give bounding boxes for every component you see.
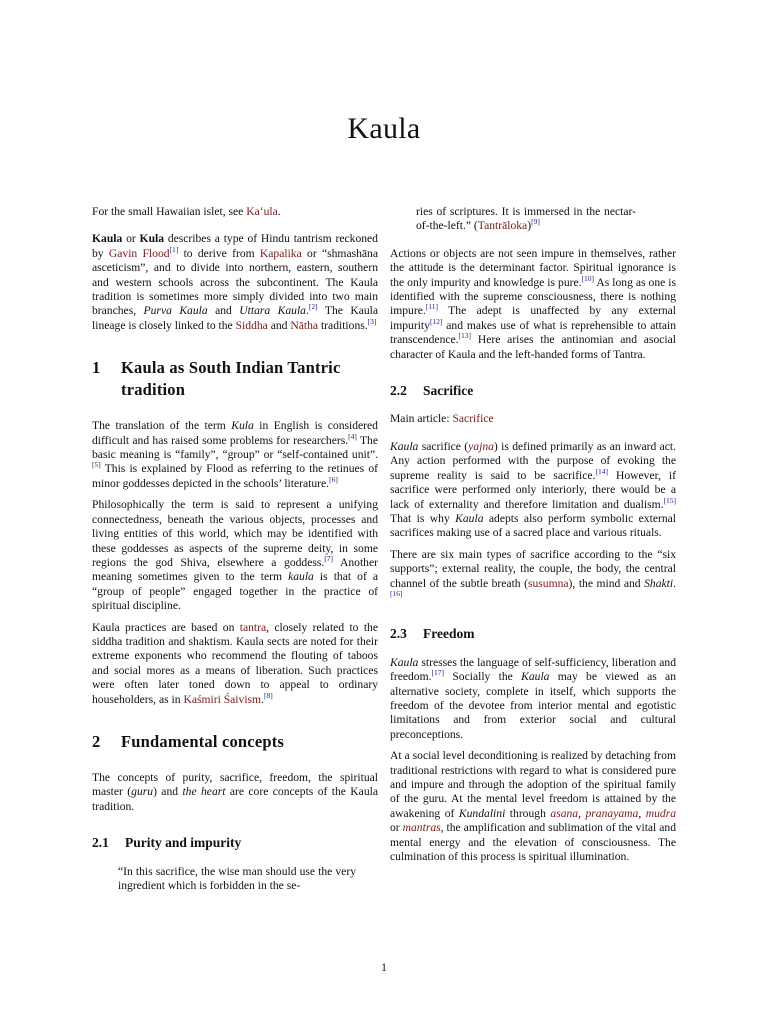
ref-10[interactable]: [10] xyxy=(581,273,595,283)
link-kasmiri-saivism[interactable]: Kaśmiri Śaivism xyxy=(183,692,262,706)
page-number: 1 xyxy=(381,960,387,974)
section-2-3-paragraph-1: Kaula stresses the language of self-sufficiency, liberation and freedom.[17] Socially the Kaula may be viewed as an alternative society, complete in itself, which supports the freedom of the devotee from interior mental and egotistic limitations and from exterior social and cultural preconceptions. xyxy=(390,655,677,741)
link-mantras[interactable]: mantras xyxy=(402,821,441,835)
link-tantraloka[interactable]: Tantrāloka xyxy=(477,219,528,233)
section-1-paragraph-2: Philosophically the term is said to represent a unifying connectedness, beneath the various objects, processes and living entities of this world, which may be identified with these goddesses as aspects of the supreme deity, in some regions the god Shiva, elsewhere a goddess.[7] Another meaning sometimes given to the term kaula is that of a “group of people” engaged together in the practice of spiritual discipline. xyxy=(92,498,379,613)
link-kapalika[interactable]: Kapalika xyxy=(259,246,302,260)
ref-2[interactable]: [2] xyxy=(308,302,318,312)
right-column xyxy=(390,205,676,871)
quote-end: ries of scriptures. It is immersed in the nectar-of-the-left.” (Tantrāloka)[9] xyxy=(416,205,636,233)
hatnote: For the small Hawaiian islet, see Ka‘ula. xyxy=(92,205,281,218)
link-gavin-flood[interactable]: Gavin Flood xyxy=(108,246,170,260)
section-2-3-heading: 2.3 Freedom xyxy=(390,626,475,642)
section-2-1-heading: 2.1 Purity and impurity xyxy=(92,835,242,851)
section-1-paragraph-3: Kaula practices are based on tantra, closely related to the siddha tradition and shaktism. Kaula sects are noted for their extreme exponents who recommend the flouting of taboos and social mores as a means of liberation. Such practices were often later toned down to appeal to ordinary householders, as in Kaśmiri Śaivism.[8] xyxy=(92,620,378,706)
link-yajna[interactable]: yajna xyxy=(468,439,494,453)
hatnote-link[interactable]: Ka‘ula xyxy=(246,205,278,218)
section-2-2-paragraph-2: There are six main types of sacrifice according to the “six supports”; external reality, the couple, the body, the central channel of the subtle breath (susumna), the mind and Shakti.[16] xyxy=(390,547,676,599)
section-2-3-paragraph-2: At a social level deconditioning is realized by detaching from traditional restrictions with regard to what is considered pure and impure and through the adoption of the spiritual family of the guru. At the mental level freedom is attained by the awakening of Kundalini through asana, pranayama, mudra or mantras, the amplification and sublimation of the vital and mental energy and the elevation of consciousness. The culmination of this process is spiritual illumination. xyxy=(390,749,676,864)
ref-15[interactable]: [15] xyxy=(663,495,676,505)
page-title: Kaula xyxy=(347,112,421,145)
section-2-1-paragraph-1: Actions or objects are not seen impure in themselves, rather the attitude is the determinant factor. Spiritual ignorance is the only impurity and knowledge is pure.[10] As long as one is identified with the supreme consciousness, there is nothing impure.[11] The adept is unaffected by any external impurity[12] and makes use of what is reprehensible to attain transcendence.[13] Here arises the antinomian and asocial character of Kaula and the left-handed forms of Tantra. xyxy=(390,246,676,361)
link-asana[interactable]: asana xyxy=(550,806,579,820)
link-siddha[interactable]: Siddha xyxy=(235,318,268,332)
section-2-heading: 2 Fundamental concepts xyxy=(92,731,285,751)
ref-7[interactable]: [7] xyxy=(324,554,334,564)
ref-6[interactable]: [6] xyxy=(329,475,338,485)
ref-8[interactable]: [8] xyxy=(263,690,273,700)
section-1-heading: 1 Kaula as South Indian Tantric tradition xyxy=(92,358,341,400)
main-article-note: Main article: Sacrifice xyxy=(390,412,494,426)
section-2-paragraph-1: The concepts of purity, sacrifice, freedom, the spiritual master (guru) and the heart are core concepts of the Kaula tradition. xyxy=(92,770,378,813)
ref-12[interactable]: [12] xyxy=(429,316,443,326)
link-susumna[interactable]: susumna xyxy=(527,576,569,590)
ref-5[interactable]: [5] xyxy=(92,460,101,470)
ref-9[interactable]: [9] xyxy=(531,217,540,227)
ref-17[interactable]: [17] xyxy=(431,668,445,678)
ref-11[interactable]: [11] xyxy=(425,302,438,312)
intro-paragraph: Kaula or Kula describes a type of Hindu tantrism reckoned by Gavin Flood[1] to derive from Kapalika or “shmashāna asceticism”, and to divide into northern, eastern, southern and western schools across the subcontinent. The Kaula tradition is sometimes more simply divided into two main branches, Purva Kaula and Uttara Kaula.[2] The Kaula lineage is closely linked to the Siddha and Nātha traditions.[3] xyxy=(92,232,379,332)
link-natha[interactable]: Nātha xyxy=(290,318,319,332)
ref-14[interactable]: [14] xyxy=(595,466,608,476)
section-2-2-paragraph-1: Kaula sacrifice (yajna) is defined primarily as an inward act. Any action performed with the purpose of evoking the supreme reality is said to be sacrifice.[14] However, if sacrifice were performed only interiorly, there would be a lack of externality and therefore limitation and dualism.[15] That is why Kaula adepts also perform symbolic external sacrifices making use of a sacred place and various rituals. xyxy=(390,439,676,540)
quote-start: “In this sacrifice, the wise man should use the very ingredient which is forbidden in the se- xyxy=(118,864,356,892)
link-pranayama[interactable]: pranayama xyxy=(585,806,639,820)
left-column xyxy=(92,205,378,900)
section-1-paragraph-1: The translation of the term Kula in English is considered difficult and has raised some problems for researchers.[4] The basic meaning is “family”, “group” or “self-contained unit”.[5] This is explained by Flood as referring to the retinues of minor goddesses depicted in the schools’ literature.[6] xyxy=(92,419,378,490)
ref-1[interactable]: [1] xyxy=(169,244,179,254)
ref-3[interactable]: [3] xyxy=(367,316,377,326)
ref-13[interactable]: [13] xyxy=(458,331,472,341)
section-2-2-heading: 2.2 Sacrifice xyxy=(390,383,474,399)
link-mudra[interactable]: mudra xyxy=(645,806,676,820)
ref-16[interactable]: [16] xyxy=(390,589,403,599)
link-sacrifice[interactable]: Sacrifice xyxy=(452,412,494,426)
ref-4[interactable]: [4] xyxy=(348,431,357,441)
link-tantra[interactable]: tantra xyxy=(239,620,267,634)
